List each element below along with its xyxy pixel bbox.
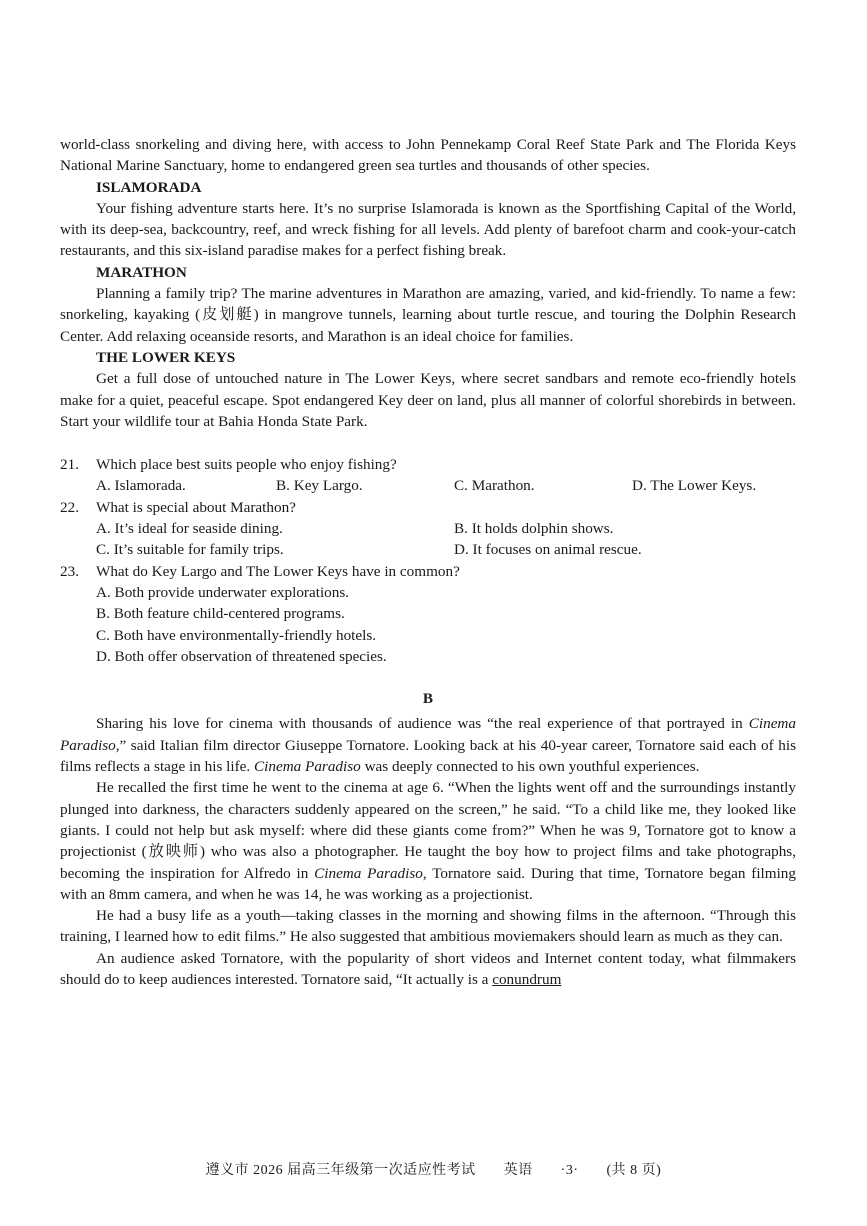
section-heading-lower-keys: THE LOWER KEYS: [96, 348, 236, 366]
footer-subject: 英语: [503, 1163, 533, 1178]
film-title: Cinema Paradiso: [314, 864, 423, 882]
question-22: [60, 497, 796, 561]
question-stem: What do Key Largo and The Lower Keys have in common?: [96, 562, 460, 580]
option-a: A. Islamorada.: [96, 477, 186, 495]
film-title: Cinema Paradiso: [60, 715, 796, 754]
option-b: B. It holds dolphin shows.: [454, 520, 614, 538]
section-text-marathon: Planning a family trip? The marine adventures in Marathon are amazing, varied, and kid-friendly. To name a few: snorkeling, kayaking (皮划艇) in mangrove tunnels, learning about turtle rescue, and touring the Dolphin Research Center. Add relaxing oceanside resorts, and Marathon is an ideal choice for families.: [60, 285, 796, 345]
exam-page: [60, 134, 796, 990]
footer-exam-title: 遵义市 2026 届高三年级第一次适应性考试: [205, 1163, 476, 1178]
footer-total-pages: (共 8 页): [606, 1163, 662, 1178]
option-a: A. It’s ideal for seaside dining.: [96, 520, 283, 538]
question-number: 23.: [60, 562, 79, 580]
option-a: A. Both provide underwater explorations.: [96, 583, 350, 601]
section-text-lower-keys: Get a full dose of untouched nature in The Lower Keys, where secret sandbars and remote eco-friendly hotels make for a quiet, peaceful escape. Spot endangered Key deer on land, plus all manner of colorful shorebirds in between. Start your wildlife tour at Bahia Honda State Park.: [60, 370, 796, 430]
option-b: B. Both feature child-centered programs.: [96, 605, 345, 623]
passage-b-paragraph-3: He had a busy life as a youth—taking classes in the morning and showing films in the afternoon. “Through this training, I learned how to edit films.” He also suggested that ambitious moviemakers should learn as much as they can.: [60, 907, 796, 946]
passage-b-title: B: [422, 690, 434, 708]
option-d: D. The Lower Keys.: [632, 477, 757, 495]
passage-b-paragraph-1: Sharing his love for cinema with thousands of audience was “the real experience of that portrayed in Cinema Paradiso,” said Italian film director Giuseppe Tornatore. Looking back at his 40-year career, Tornatore said each of his films reflects a stage in his life. Cinema Paradiso was deeply connected to his own youthful experiences.: [60, 715, 796, 776]
question-21: [60, 454, 796, 497]
page-footer: [0, 1160, 867, 1181]
footer-page-number: ·3·: [560, 1163, 579, 1178]
passage-b-paragraph-2: He recalled the first time he went to the cinema at age 6. “When the lights went off and the surroundings instantly plunged into darkness, the characters suddenly appeared on the screen,” he said. “To a child like me, they looked like giants. I could not help but ask myself: where did these giants come from?” When he was 9, Tornatore got to know a projectionist (放映师) who was also a photographer. He taught the boy how to project films and take photographs, becoming the inspiration for Alfredo in Cinema Paradiso, Tornatore said. During that time, Tornatore began filming with an 8mm camera, and when he was 14, he was working as a projectionist.: [60, 779, 796, 903]
option-c: C. It’s suitable for family trips.: [96, 541, 284, 559]
option-b: B. Key Largo.: [276, 477, 363, 495]
question-number: 22.: [60, 498, 79, 516]
question-number: 21.: [60, 456, 79, 474]
section-heading-islamorada: ISLAMORADA: [96, 178, 202, 196]
section-heading-marathon: MARATHON: [96, 263, 187, 281]
film-title: Cinema Paradiso: [254, 758, 361, 776]
passage-b-paragraph-4: An audience asked Tornatore, with the popularity of short videos and Internet content today, what filmmakers should do to keep audiences interested. Tornatore said, “It actually is a conundrum: [60, 949, 796, 988]
question-stem: Which place best suits people who enjoy fishing?: [96, 456, 397, 474]
option-d: D. It focuses on animal rescue.: [454, 541, 642, 559]
section-text-islamorada: Your fishing adventure starts here. It’s no surprise Islamorada is known as the Sportfishing Capital of the World, with its deep-sea, backcountry, reef, and wreck fishing for all levels. Add plenty of barefoot charm and cook-your-catch restaurants, and this six-island paradise makes for a perfect fishing break.: [60, 199, 796, 260]
question-stem: What is special about Marathon?: [96, 498, 296, 516]
option-d: D. Both offer observation of threatened species.: [96, 647, 387, 665]
option-c: C. Marathon.: [454, 477, 535, 495]
question-23: [60, 561, 796, 667]
underlined-word: conundrum: [492, 970, 562, 988]
passage-a-intro: world-class snorkeling and diving here, with access to John Pennekamp Coral Reef State Park and The Florida Keys National Marine Sanctuary, home to endangered green sea turtles and thousands of other species.: [60, 136, 796, 175]
option-c: C. Both have environmentally-friendly hotels.: [96, 626, 377, 644]
